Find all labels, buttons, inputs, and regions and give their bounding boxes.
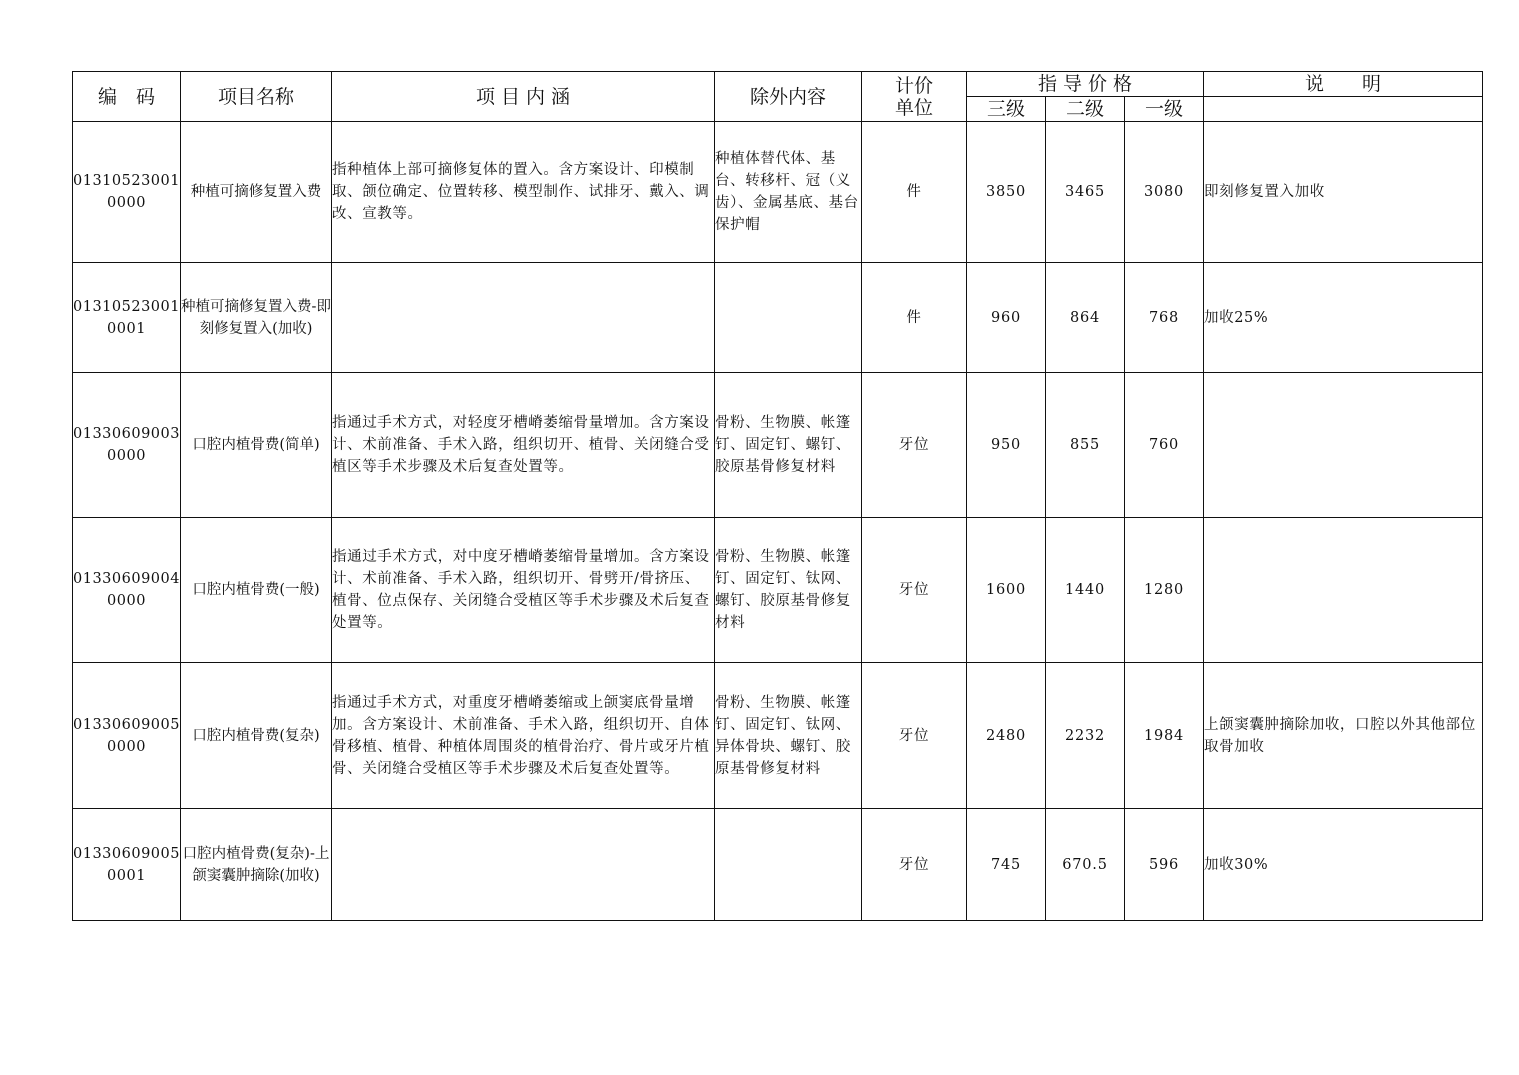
header-code: 编 码	[73, 72, 181, 122]
cell-level1: 1984	[1125, 663, 1204, 809]
header-name: 项目名称	[181, 72, 332, 122]
cell-unit: 牙位	[862, 373, 967, 518]
cell-code: 013306090040000	[73, 518, 181, 663]
cell-level1: 3080	[1125, 122, 1204, 263]
cell-exclusion: 骨粉、生物膜、帐篷钉、固定钉、钛网、异体骨块、螺钉、胶原基骨修复材料	[715, 663, 862, 809]
cell-code: 013306090050001	[73, 809, 181, 921]
cell-level1: 596	[1125, 809, 1204, 921]
cell-unit: 件	[862, 122, 967, 263]
header-unit-line1: 计价	[894, 74, 933, 97]
cell-content: 指通过手术方式，对轻度牙槽嵴萎缩骨量增加。含方案设计、术前准备、手术入路，组织切开、植骨、关闭缝合受植区等手术步骤及术后复查处置等。	[332, 373, 715, 518]
header-note: 说 明	[1204, 72, 1483, 97]
cell-level2: 2232	[1046, 663, 1125, 809]
cell-level3: 960	[967, 263, 1046, 373]
header-price-group: 指 导 价 格	[967, 72, 1204, 97]
cell-level2: 670.5	[1046, 809, 1125, 921]
cell-exclusion	[715, 263, 862, 373]
cell-name: 口腔内植骨费(复杂)-上颌窦囊肿摘除(加收)	[181, 809, 332, 921]
cell-level1: 1280	[1125, 518, 1204, 663]
cell-level2: 3465	[1046, 122, 1125, 263]
table-row	[73, 263, 1483, 373]
header-level2: 二级	[1046, 97, 1125, 122]
header-exclusion: 除外内容	[715, 72, 862, 122]
cell-level1: 768	[1125, 263, 1204, 373]
cell-content	[332, 263, 715, 373]
table-row	[73, 373, 1483, 518]
cell-level3: 2480	[967, 663, 1046, 809]
cell-level2: 1440	[1046, 518, 1125, 663]
cell-name: 种植可摘修复置入费-即刻修复置入(加收)	[181, 263, 332, 373]
cell-unit: 件	[862, 263, 967, 373]
cell-exclusion: 骨粉、生物膜、帐篷钉、固定钉、钛网、螺钉、胶原基骨修复材料	[715, 518, 862, 663]
cell-exclusion	[715, 809, 862, 921]
cell-level3: 745	[967, 809, 1046, 921]
cell-level2: 864	[1046, 263, 1125, 373]
cell-code: 013306090050000	[73, 663, 181, 809]
cell-code: 013105230010000	[73, 122, 181, 263]
cell-note	[1204, 518, 1483, 663]
table-row	[73, 663, 1483, 809]
cell-unit: 牙位	[862, 663, 967, 809]
cell-note	[1204, 373, 1483, 518]
cell-name: 口腔内植骨费(一般)	[181, 518, 332, 663]
table-row	[73, 122, 1483, 263]
cell-content: 指通过手术方式，对重度牙槽嵴萎缩或上颌窦底骨量增加。含方案设计、术前准备、手术入路，组织切开、自体骨移植、植骨、种植体周围炎的植骨治疗、骨片或牙片植骨、关闭缝合受植区等手术步骤及术后复查处置等。	[332, 663, 715, 809]
cell-note: 加收30%	[1204, 809, 1483, 921]
cell-level2: 855	[1046, 373, 1125, 518]
cell-content: 指通过手术方式，对中度牙槽嵴萎缩骨量增加。含方案设计、术前准备、手术入路，组织切开、骨劈开/骨挤压、植骨、位点保存、关闭缝合受植区等手术步骤及术后复查处置等。	[332, 518, 715, 663]
cell-content	[332, 809, 715, 921]
header-level1: 一级	[1125, 97, 1204, 122]
cell-name: 种植可摘修复置入费	[181, 122, 332, 263]
header-content: 项 目 内 涵	[332, 72, 715, 122]
cell-content: 指种植体上部可摘修复体的置入。含方案设计、印模制取、颌位确定、位置转移、模型制作、试排牙、戴入、调改、宣教等。	[332, 122, 715, 263]
cell-unit: 牙位	[862, 809, 967, 921]
header-unit	[862, 72, 967, 122]
header-unit-line2: 单位	[894, 96, 933, 119]
cell-exclusion: 骨粉、生物膜、帐篷钉、固定钉、螺钉、胶原基骨修复材料	[715, 373, 862, 518]
cell-name: 口腔内植骨费(简单)	[181, 373, 332, 518]
cell-level1: 760	[1125, 373, 1204, 518]
price-table	[72, 71, 1483, 921]
cell-level3: 950	[967, 373, 1046, 518]
header-note-sub	[1204, 97, 1483, 122]
cell-note: 加收25%	[1204, 263, 1483, 373]
cell-level3: 1600	[967, 518, 1046, 663]
cell-unit: 牙位	[862, 518, 967, 663]
cell-note: 上颌窦囊肿摘除加收，口腔以外其他部位取骨加收	[1204, 663, 1483, 809]
cell-note: 即刻修复置入加收	[1204, 122, 1483, 263]
cell-exclusion: 种植体替代体、基台、转移杆、冠（义齿）、金属基底、基台保护帽	[715, 122, 862, 263]
cell-level3: 3850	[967, 122, 1046, 263]
table-row	[73, 518, 1483, 663]
cell-name: 口腔内植骨费(复杂)	[181, 663, 332, 809]
table-row	[73, 809, 1483, 921]
cell-code: 013105230010001	[73, 263, 181, 373]
cell-code: 013306090030000	[73, 373, 181, 518]
header-level3: 三级	[967, 97, 1046, 122]
